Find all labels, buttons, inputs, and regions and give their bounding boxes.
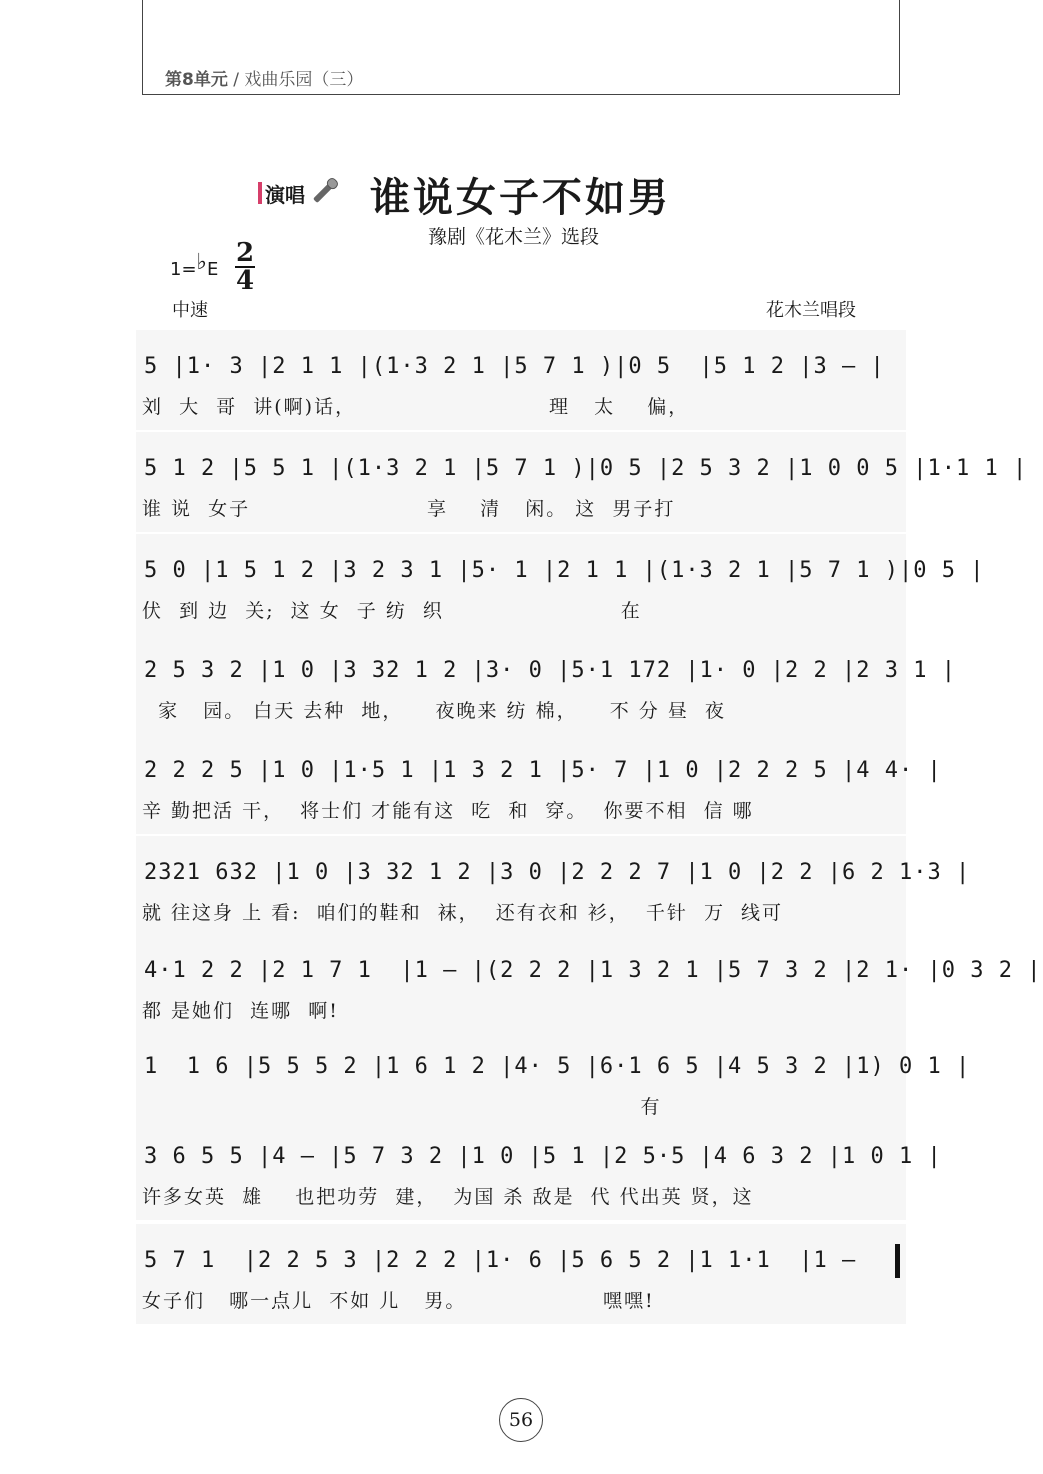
notation-line: 5 1 2 |5 5 1 |(1·3 2 1 |5 7 1 )|0 5 |2 5 3 2 |1 0 0 5 |1·1 1 | xyxy=(144,456,1028,481)
score-system xyxy=(136,1120,942,1220)
score-system xyxy=(136,330,906,430)
unit-number: 第8单元 xyxy=(165,70,228,90)
notation-line: 1 1 6 |5 5 5 2 |1 6 1 2 |4· 5 |6·1 6 5 |4 5 3 2 |1) 0 1 | xyxy=(144,1054,971,1079)
flat-sign: ♭ xyxy=(196,250,207,275)
notation-line: 4·1 2 2 |2 1 7 1 |1 — |(2 2 2 |1 3 2 1 |5 7 3 2 |2 1· |0 3 2 | xyxy=(144,958,1042,983)
score-system xyxy=(136,1224,906,1324)
lyrics-line: 刘 大 哥 讲(啊)话， 理 太 偏， xyxy=(142,396,690,418)
notation-line: 5 0 |1 5 1 2 |3 2 3 1 |5· 1 |2 1 1 |(1·3 2 1 |5 7 1 )|0 5 | xyxy=(144,558,985,583)
song-subtitle: 豫剧《花木兰》选段 xyxy=(428,226,600,248)
lyrics-line: 都 是她们 连哪 啊! xyxy=(142,1000,339,1022)
lyrics-line: 辛 勤把活 干， 将士们 才能有这 吃 和 穿。 你要不相 信 哪 xyxy=(142,800,754,822)
score-system xyxy=(136,734,942,834)
lyrics-line: 伏 到 边 关; 这 女 子 纺 织 在 xyxy=(142,600,642,622)
score-system xyxy=(136,634,956,734)
microphone-icon xyxy=(307,176,343,210)
lyrics-line: 有 xyxy=(142,1096,662,1118)
score-system xyxy=(136,1030,971,1130)
notation-line: 2 5 3 2 |1 0 |3 32 1 2 |3· 0 |5·1 172 |1· 0 |2 2 |2 3 1 | xyxy=(144,658,956,683)
notation-line: 3 6 5 5 |4 — |5 7 3 2 |1 0 |5 1 |2 5·5 |4 6 3 2 |1 0 1 | xyxy=(144,1144,942,1169)
key-note: E xyxy=(206,259,219,280)
notation-line: 5 |1· 3 |2 1 1 |(1·3 2 1 |5 7 1 )|0 5 |5 1 2 |3 — | xyxy=(144,354,885,379)
song-title: 谁说女子不如男 xyxy=(370,174,671,221)
unit-label xyxy=(165,65,363,90)
final-barline xyxy=(895,1244,900,1278)
score-system xyxy=(136,534,985,634)
section-title: 戏曲乐园（三） xyxy=(244,70,364,90)
score-system xyxy=(136,934,1042,1034)
singing-badge xyxy=(258,176,343,210)
notation-line: 2321 632 |1 0 |3 32 1 2 |3 0 |2 2 2 7 |1 0 |2 2 |6 2 1·3 | xyxy=(144,860,971,885)
lyrics-line: 家 园。 白天 去种 地， 夜晚来 纺 棉， 不 分 昼 夜 xyxy=(142,700,726,722)
unit-header xyxy=(142,0,900,95)
key-prefix: 1= xyxy=(170,259,197,280)
time-numerator: 2 xyxy=(235,238,255,268)
score-system xyxy=(136,836,971,936)
notation-line: 2 2 2 5 |1 0 |1·5 1 |1 3 2 1 |5· 7 |1 0 |2 2 2 5 |4 4· | xyxy=(144,758,942,783)
notation-line: 5 7 1 |2 2 5 3 |2 2 2 |1· 6 |5 6 5 2 |1 1·1 |1 — xyxy=(144,1248,871,1273)
page-number: 56 xyxy=(499,1398,543,1442)
badge-label: 演唱 xyxy=(265,182,305,207)
key-signature xyxy=(170,250,219,281)
lyrics-line: 女子们 哪一点儿 不如 儿 男。 嘿嘿! xyxy=(142,1290,655,1312)
lyrics-line: 就 往这身 上 看: 咱们的鞋和 袜， 还有衣和 衫， 千针 万 线可 xyxy=(142,902,784,924)
time-signature xyxy=(234,240,256,294)
lyrics-line: 谁 说 女子 享 清 闲。 这 男子打 xyxy=(142,498,676,520)
tempo-marking: 中速 xyxy=(172,300,208,321)
lyrics-line: 许多女英 雄 也把功劳 建， 为国 杀 敌是 代 代出英 贤，这 xyxy=(142,1186,754,1208)
header-separator: / xyxy=(233,70,239,90)
time-denominator: 4 xyxy=(235,266,255,296)
badge-accent-bar xyxy=(258,182,262,204)
score-system xyxy=(136,432,1028,532)
song-attribution: 花木兰唱段 xyxy=(766,300,856,321)
